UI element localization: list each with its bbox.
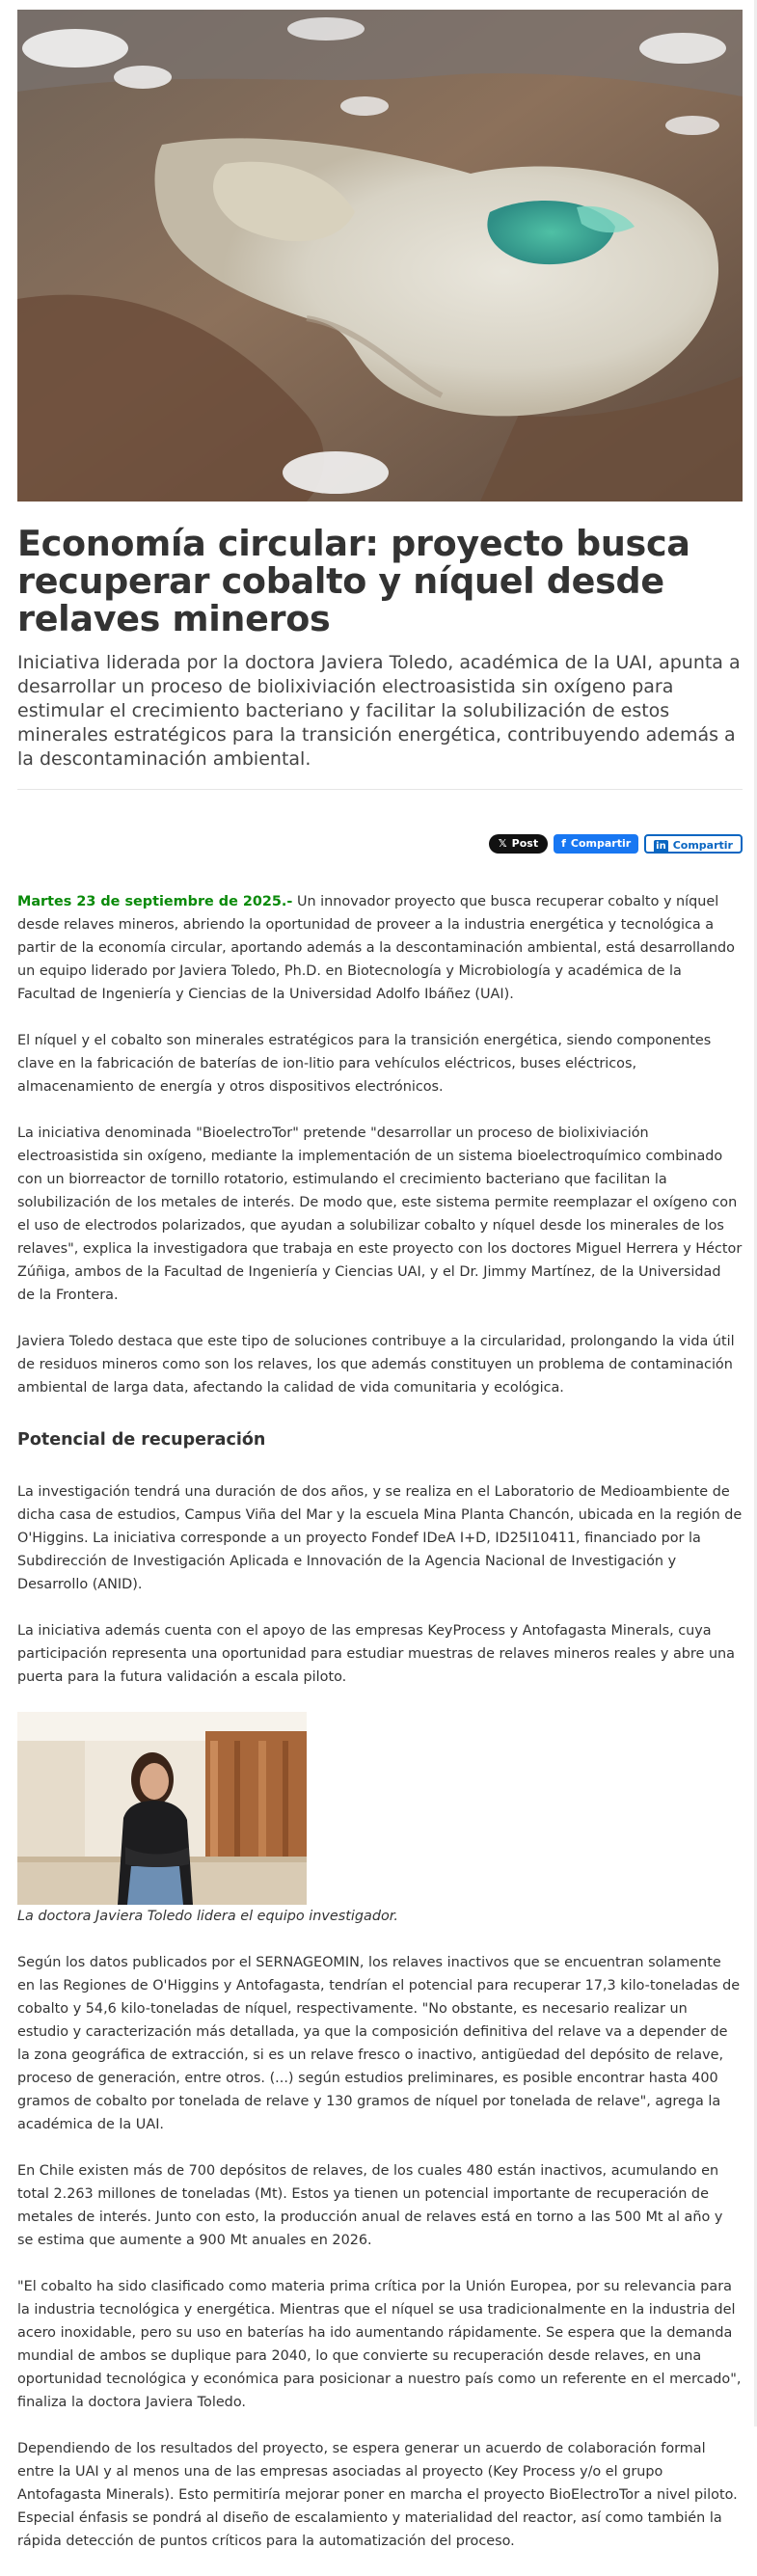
share-x-button[interactable] xyxy=(489,834,548,854)
section-subtitle: Potencial de recuperación xyxy=(17,1430,266,1450)
photo-figure xyxy=(17,1712,743,1928)
paragraph: La iniciativa denominada "BioelectroTor" pretende "desarrollar un proceso de biolixiviación electroasistida sin oxígeno, mediante la implementación de un sistema bioelectroquímico combinado con un biorreactor de tornillo rotatorio, estimulando el crecimiento bacteriano que facilitan la solubilización de los metales de interés. De modo que, este sistema permite reemplazar el oxígeno con el uso de electrodos polarizados, que ayudan a solubilizar cobalto y níquel desde los minerales de los relaves", explica la investigadora que trabaja en este proyecto con los doctores Miguel Herrera y Héctor Zúñiga, ambos de la Facultad de Ingeniería y Ciencias UAI, y el Dr. Jimmy Martínez, de la Universidad de la Frontera. xyxy=(17,1125,743,1303)
paragraph: "El cobalto ha sido clasificado como materia prima crítica por la Unión Europea, por su relevancia para la industria tecnológica y energética. Mientras que el níquel se usa tradicionalmente en la industria del acero inoxidable, pero su uso en baterías ha ido aumentando rápidamente. Se espera que la demanda mundial de ambos se duplique para 2040, lo que convierte su recuperación desde relaves, en una oportunidad tecnológica y económica para posicionar a nuestro país como un referente en el mercado", finaliza la doctora Javiera Toledo. xyxy=(17,2279,742,2410)
facebook-icon: f xyxy=(561,837,566,850)
linkedin-icon: in xyxy=(656,841,666,852)
paragraph: Javiera Toledo destaca que este tipo de soluciones contribuye a la circularidad, prolongando la vida útil de residuos mineros como son los relaves, los que además constituyen un problema de contaminación ambiental de larga data, afectando la calidad de vida comunitaria y ecológica. xyxy=(17,1334,735,1396)
paragraph: La investigación tendrá una duración de dos años, y se realiza en el Laboratorio de Medioambiente de dicha casa de estudios, Campus Viña del Mar y la escuela Mina Planta Chancón, ubicada en la región de O'Higgins. La iniciativa corresponde a un proyecto Fondef IDeA I+D, ID25I10411, financiado por la Subdirección de Investigación Aplicada e Innovación de la Agencia Nacional de Investigación y Desarrollo (ANID). xyxy=(17,1484,743,1592)
paragraph: Dependiendo de los resultados del proyecto, se espera generar un acuerdo de colaboración formal entre la UAI y al menos una de las empresas asociadas al proyecto (Key Process y/o el grupo Antofagasta Minerals). Esto permitiría mejorar poner en marcha el proyecto BioElectroTor a nivel piloto. Especial énfasis se pondrá al diseño de escalamiento y materialidad del reactor, así como también la rápida detección de puntos críticos para la automatización del proceso. xyxy=(17,2441,738,2549)
share-bar xyxy=(17,834,743,855)
paragraph: Según los datos publicados por el SERNAGEOMIN, los relaves inactivos que se encuentran solamente en las Regiones de O'Higgins y Antofagasta, tendrían el potencial para recuperar 17,3 kilo-toneladas de cobalto y 54,6 kilo-toneladas de níquel, respectivamente. "No obstante, es necesario realizar un estudio y caracterización más detallada, ya que la composición definitiva del relave va a depender de la zona geográfica de extracción, si es un relave fresco o inactivo, antigüedad del depósito de relave, proceso de generación, entre otros. (...) según estudios preliminares, es posible encontrar hasta 400 gramos de cobalto por tonelada de relave y 130 gramos de níquel por tonelada de relave", agrega la académica de la UAI. xyxy=(17,1955,741,2132)
article-lead: Iniciativa liderada por la doctora Javiera Toledo, académica de la UAI, apunta a desarrollar un proceso de biolixiviación electroasistida sin oxígeno para estimular el crecimiento bacteriano y facilitar la solubilización de estos minerales estratégicos para la transición energética, contribuyendo además a la descontaminación ambiental. xyxy=(17,652,741,770)
photo-caption: La doctora Javiera Toledo lidera el equipo investigador. xyxy=(17,1909,398,1924)
share-facebook-label: Compartir xyxy=(570,837,632,850)
paragraph: El níquel y el cobalto son minerales estratégicos para la transición energética, siendo componentes clave en la fabricación de baterías de ion-litio para vehículos eléctricos, buses eléctricos, almacenamiento de energía y otros dispositivos electrónicos. xyxy=(17,1033,712,1095)
paragraph: En Chile existen más de 700 depósitos de relaves, de los cuales 480 están inactivos, acumulando en total 2.263 millones de toneladas (Mt). Estos ya tienen un potencial importante de recuperación de metales de interés. Junto con esto, la producción anual de relaves está en torno a las 500 Mt al año y se estima que aumente a 900 Mt anuales en 2026. xyxy=(17,2163,723,2248)
share-linkedin-label: Compartir xyxy=(672,839,733,852)
article-body xyxy=(17,890,743,2553)
share-x-label: Post xyxy=(511,837,539,850)
share-facebook-button[interactable] xyxy=(554,834,638,854)
article-date: Martes 23 de septiembre de 2025.- xyxy=(17,894,293,909)
article-title: Economía circular: proyecto busca recuperar cobalto y níquel desde relaves mineros xyxy=(17,523,690,639)
hero-image xyxy=(17,10,743,502)
researcher-photo xyxy=(17,1712,307,1905)
article xyxy=(17,10,743,2576)
x-logo-icon: 𝕏 xyxy=(498,837,507,850)
share-linkedin-button[interactable] xyxy=(644,834,743,854)
divider xyxy=(17,789,743,790)
paragraph-text: Un innovador proyecto que busca recuperar cobalto y níquel desde relaves mineros, abriendo la oportunidad de proveer a la industria energética y tecnológica a partir de la economía circular, aportando además a la descontaminación ambiental, está desarrollando un equipo liderado por Javiera Toledo, Ph.D. en Biotecnología y Microbiología y académica de la Facultad de Ingeniería y Ciencias de la Universidad Adolfo Ibáñez (UAI). xyxy=(17,894,735,1002)
paragraph xyxy=(17,890,743,1006)
paragraph: La iniciativa además cuenta con el apoyo de las empresas KeyProcess y Antofagasta Minerals, cuya participación representa una oportunidad para estudiar muestras de relaves mineros reales y abre una puerta para la futura validación a escala piloto. xyxy=(17,1623,735,1685)
